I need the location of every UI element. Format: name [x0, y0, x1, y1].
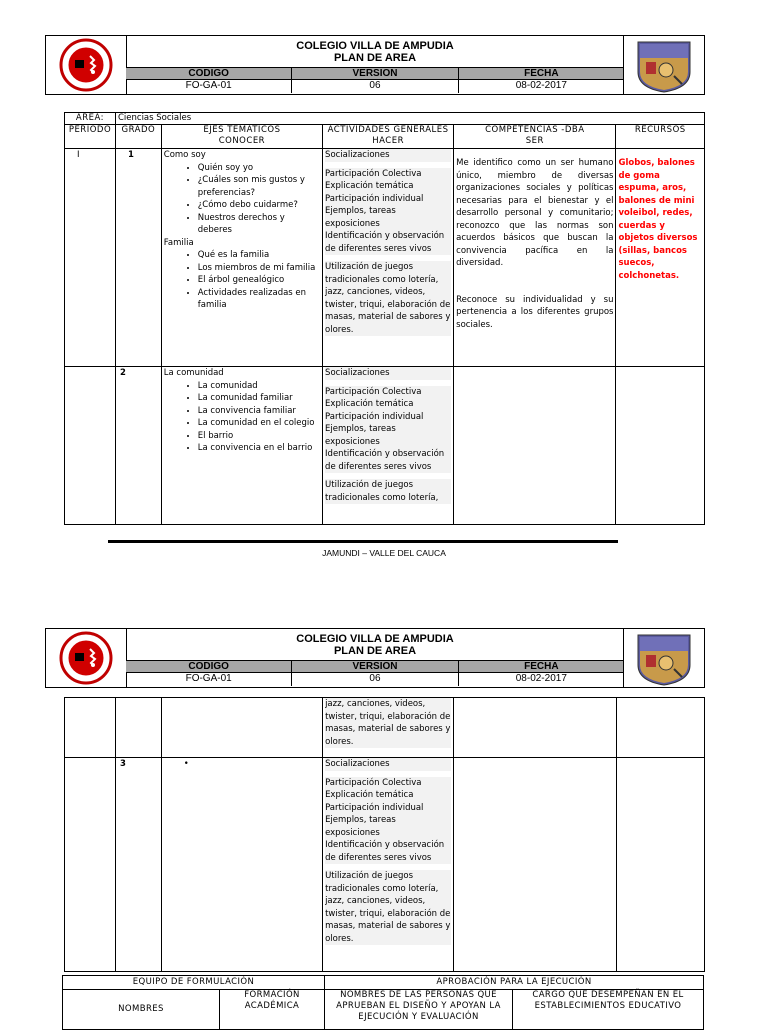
activity-explicacion: Explicación temática	[325, 789, 451, 802]
page1-header	[45, 35, 705, 95]
row1-topic2: Familia	[163, 237, 194, 248]
activity-explicacion: Explicación temática	[325, 180, 451, 193]
activity-juegos-part1: Utilización de juegos tradicionales como lotería,	[325, 479, 451, 504]
col-grado: GRADO	[115, 125, 161, 149]
version-label: VERSION	[291, 68, 457, 79]
aprobacion-header: APROBACIÓN PARA LA EJECUCIÓN	[325, 976, 704, 990]
version-value: 06	[291, 79, 457, 93]
row2-topic: La comunidad	[163, 368, 224, 378]
row3-actividades	[323, 758, 454, 972]
coat-of-arms-icon	[623, 629, 704, 687]
list-item: • Actividades realizadas en familia	[198, 287, 320, 312]
version-value: 06	[291, 672, 457, 686]
row3-grado: 3	[115, 758, 161, 972]
signature-table	[62, 975, 704, 1030]
plan-table-page2	[64, 697, 705, 972]
page2-header	[45, 628, 705, 688]
list-item: • La comunidad	[198, 380, 320, 393]
activity-participacion-colectiva: Participación Colectiva	[325, 777, 451, 790]
document-title: PLAN DE AREA	[333, 52, 417, 64]
row2-actividades-continued	[323, 698, 454, 758]
school-name: COLEGIO VILLA DE AMPUDIA	[296, 40, 454, 52]
col-actividades-line2: HACER	[372, 136, 404, 146]
row1-competencias	[454, 149, 616, 367]
list-item: • ¿Cómo debo cuidarme?	[198, 199, 320, 212]
list-item: • La comunidad familiar	[198, 392, 320, 405]
list-item: • La convivencia familiar	[198, 405, 320, 418]
codigo-label: CODIGO	[188, 661, 229, 672]
col-competencias	[454, 125, 616, 149]
row1-ejes	[161, 149, 322, 367]
list-item: • La convivencia en el barrio	[198, 442, 320, 455]
formacion-header: FORMACIÓN ACADÉMICA	[220, 990, 325, 1030]
activity-juegos: Utilización de juegos tradicionales como lotería, jazz, canciones, videos, twister, triqui, elaboración de masas, material de sabores y olores.	[325, 262, 451, 335]
activity-juegos: Utilización de juegos tradicionales como lotería, jazz, canciones, videos, twister, triqui, elaboración de masas, material de sabores y olores.	[325, 871, 451, 944]
list-item: • Los miembros de mi familia	[198, 262, 320, 275]
activity-participacion-individual: Participación individual	[325, 411, 451, 424]
list-item: • La comunidad en el colegio	[198, 417, 320, 430]
row2-ejes	[161, 367, 322, 525]
activity-identificacion: Identificación y observación de diferentes seres vivos	[325, 230, 451, 255]
col-ejes-line1: EJES TEMATICOS	[203, 125, 281, 135]
nombres-aprueban-header: NOMBRES DE LAS PERSONAS QUE APRUEBAN EL DISEÑO Y APOYAN LA EJECUCIÓN Y EVALUACIÓN	[325, 990, 513, 1030]
col-actividades	[323, 125, 454, 149]
cargo-header: CARGO QUE DESEMPEÑAN EN EL ESTABLECIMIENTOS EDUCATIVO	[513, 990, 704, 1030]
col-ejes	[161, 125, 322, 149]
row2-grado: 2	[115, 367, 161, 525]
table-row	[65, 698, 705, 758]
fecha-value: 08-02-2017	[458, 79, 624, 93]
version-label: VERSION	[291, 661, 457, 672]
col-competencias-line2: SER	[525, 136, 544, 146]
list-item: • Qué es la familia	[198, 249, 320, 262]
row1-competencia-1: Me identifico como un ser humano único, miembro de diversas organizaciones sociales y políticas necesarias para el bienestar y el desarrollo personal y comunitario; reconozco que las normas son acuerdos básicos que buscan la convivencia pacífica en la diversidad.	[456, 158, 614, 268]
col-actividades-line1: ACTIVIDADES GENERALES	[327, 125, 449, 135]
activity-ejemplos: Ejemplos, tareas exposiciones	[325, 205, 451, 230]
col-competencias-line1: COMPETENCIAS -DBA	[485, 125, 585, 135]
activity-participacion-individual: Participación individual	[325, 802, 451, 815]
list-item: • Nuestros derechos y deberes	[198, 212, 320, 237]
coat-of-arms-icon	[623, 36, 704, 94]
activity-explicacion: Explicación temática	[325, 398, 451, 411]
codigo-label: CODIGO	[188, 68, 229, 79]
fecha-label: FECHA	[458, 661, 624, 672]
school-seal-icon	[46, 629, 127, 687]
area-value: Ciencias Sociales	[115, 113, 704, 125]
row1-periodo: I	[65, 149, 116, 367]
row2-actividades	[323, 367, 454, 525]
activity-ejemplos: Ejemplos, tareas exposiciones	[325, 423, 451, 448]
row1-recursos: Globos, balones de goma espuma, aros, balones de mini voleibol, redes, cuerdas y objetos diversos (sillas, bancos suecos, colchonetas.	[616, 149, 705, 367]
fecha-label: FECHA	[458, 68, 624, 79]
plan-table-page1	[64, 112, 705, 525]
activity-participacion-colectiva: Participación Colectiva	[325, 168, 451, 181]
school-seal-icon	[46, 36, 127, 94]
nombres-header: NOMBRES	[63, 990, 220, 1030]
row1-actividades	[323, 149, 454, 367]
activity-participacion-colectiva: Participación Colectiva	[325, 386, 451, 399]
area-label: AREA:	[65, 113, 116, 125]
activity-socializaciones: Socializaciones	[325, 367, 451, 380]
col-periodo: PERIODO	[65, 125, 116, 149]
codigo-value: FO-GA-01	[185, 80, 232, 91]
activity-participacion-individual: Participación individual	[325, 193, 451, 206]
activity-socializaciones: Socializaciones	[325, 758, 451, 771]
row1-competencia-2: Reconoce su individualidad y su pertenencia a los diferentes grupos sociales.	[456, 294, 614, 330]
activity-identificacion: Identificación y observación de diferentes seres vivos	[325, 448, 451, 473]
activity-socializaciones: Socializaciones	[325, 149, 451, 162]
list-item: • El barrio	[198, 430, 320, 443]
table-row	[65, 367, 705, 525]
table-row	[65, 149, 705, 367]
col-ejes-line2: CONOCER	[218, 136, 266, 146]
list-item: • El árbol genealógico	[198, 274, 320, 287]
equipo-formulacion-header: EQUIPO DE FORMULACIÓN	[63, 976, 325, 990]
activity-ejemplos: Ejemplos, tareas exposiciones	[325, 814, 451, 839]
list-item: • Quién soy yo	[198, 162, 320, 175]
col-recursos: RECURSOS	[616, 125, 705, 149]
document-title: PLAN DE AREA	[333, 645, 417, 657]
activity-identificacion: Identificación y observación de diferentes seres vivos	[325, 839, 451, 864]
list-item: • ¿Cuáles son mis gustos y preferencias?	[198, 174, 320, 199]
codigo-value: FO-GA-01	[185, 673, 232, 684]
row3-ejes: •	[161, 758, 322, 972]
footer-city: JAMUNDI – VALLE DEL CAUCA	[322, 548, 446, 558]
table-row	[65, 758, 705, 972]
row1-grado: 1	[115, 149, 161, 367]
footer-divider	[108, 540, 618, 543]
fecha-value: 08-02-2017	[458, 672, 624, 686]
school-name: COLEGIO VILLA DE AMPUDIA	[296, 633, 454, 645]
row1-topic1: Como soy	[163, 150, 206, 160]
activity-juegos-part2: jazz, canciones, videos, twister, triqui, elaboración de masas, material de sabores y olores.	[325, 699, 451, 747]
